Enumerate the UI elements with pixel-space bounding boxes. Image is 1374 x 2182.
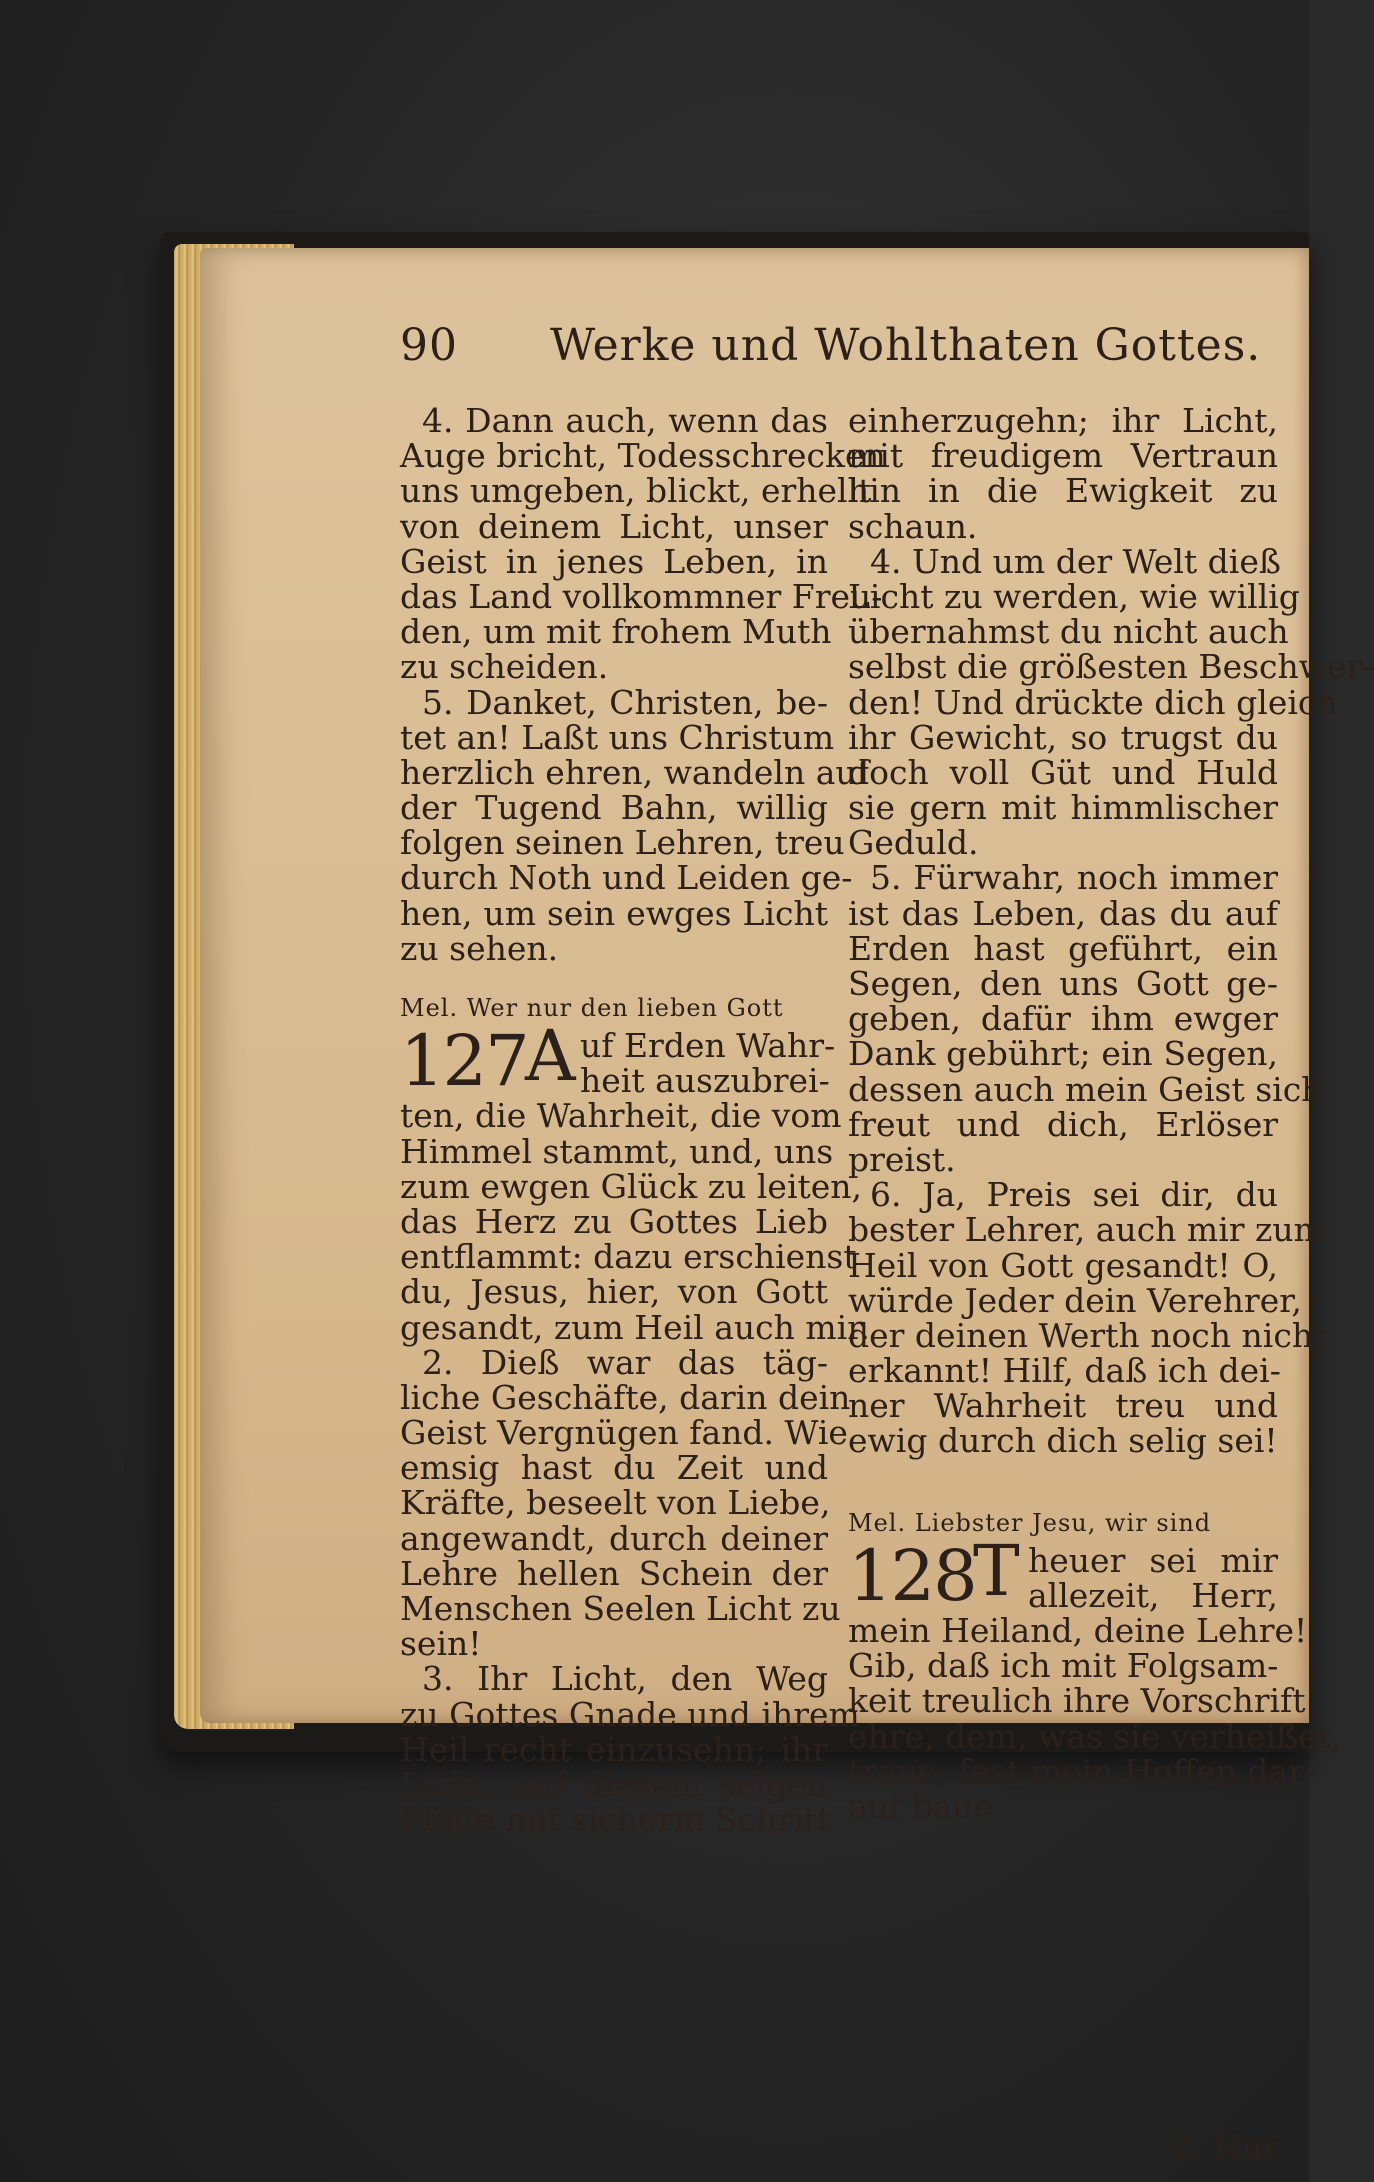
left-column <box>400 401 886 1840</box>
spacer <box>848 1481 1278 1503</box>
text-line: Segen, den uns Gott ge- <box>848 964 1278 1003</box>
spacer <box>400 966 828 988</box>
text-line: gesandt, zum Heil auch mir. <box>400 1307 870 1347</box>
text-line: erkannt! Hilf, daß ich dei- <box>848 1351 1281 1391</box>
text-line: Heil von Gott gesandt! O, <box>848 1245 1278 1285</box>
text-line: 3. Ihr Licht, den Weg <box>422 1659 828 1699</box>
text-line: heuer sei mir <box>1028 1540 1278 1580</box>
text-line: ten, die Wahrheit, die vom <box>400 1096 842 1136</box>
text-line: durch Noth und Leiden ge- <box>400 858 853 898</box>
text-line: herzlich ehren, wandeln auf <box>400 752 869 792</box>
melody-line: Mel. Liebster Jesu, wir sind <box>848 1508 1212 1537</box>
text-line: ehre, dem, was sie verheißet, <box>848 1716 1342 1756</box>
text-line: heit auszubrei- <box>580 1061 830 1101</box>
text-line: übernahmst du nicht auch <box>848 612 1289 652</box>
text-line: den, um mit frohem Muth <box>400 612 832 652</box>
text-line: emsig hast du Zeit und <box>400 1448 828 1488</box>
text-line: zum ewgen Glück zu leiten, <box>400 1166 863 1206</box>
text-line: Lehre hellen Schein der <box>400 1553 828 1593</box>
text-line: uf Erden Wahr- <box>580 1026 836 1065</box>
text-line: ner Wahrheit treu und <box>848 1386 1278 1426</box>
text-line: Kräfte, beseelt von Liebe, <box>400 1483 831 1523</box>
text-line: entflammt: dazu erschienst <box>400 1237 857 1277</box>
text-line: Auge bricht, Todesschrecken <box>400 436 886 476</box>
hymn-opening <box>848 1529 1278 1617</box>
text-line: mit freudigem Vertraun <box>848 436 1278 476</box>
text-line: Himmel stammt, und, uns <box>400 1131 834 1171</box>
text-line: traue, fest mein Hoffen dar- <box>848 1751 1316 1791</box>
text-line: Menschen Seelen Licht zu <box>400 1589 841 1629</box>
text-line: tet an! Laßt uns Christum <box>400 717 835 757</box>
text-line: Licht, auf diesem selgen <box>400 1764 828 1804</box>
text-line: preist. <box>848 1139 956 1179</box>
text-line: 4. Und um der Welt dieß <box>870 541 1281 581</box>
text-line: sie gern mit himmlischer <box>848 788 1278 828</box>
text-line: Gib, daß ich mit Folgsam- <box>848 1646 1279 1686</box>
text-line: folgen seinen Lehren, treu <box>400 823 845 863</box>
text-line: den! Und drückte dich gleich <box>848 682 1338 722</box>
book-page <box>200 248 1374 2167</box>
page-header <box>400 320 1280 380</box>
text-line: uns umgeben, blickt, erhellt <box>400 471 872 511</box>
hymn-number: 128 <box>848 1534 976 1617</box>
drop-cap: T <box>973 1529 1018 1612</box>
page-number: 90 <box>400 320 458 371</box>
text-line: der deinen Werth noch nicht <box>848 1315 1327 1355</box>
text-line: 5. Danket, Christen, be- <box>422 682 828 722</box>
text-line: sein! <box>400 1624 482 1664</box>
hymn-opening <box>400 1015 836 1102</box>
text-line: das Land vollkommner Freu- <box>400 576 883 616</box>
text-line: angewandt, durch deiner <box>400 1518 828 1558</box>
drop-cap: A <box>525 1015 574 1097</box>
text-line: doch voll Güt und Huld <box>848 752 1278 792</box>
text-line: einherzugehn; ihr Licht, <box>848 401 1278 440</box>
text-line: hen, um sein ewges Licht <box>400 893 828 933</box>
text-line: 2. Dieß war das täg- <box>422 1342 828 1382</box>
hymn-number: 127 <box>400 1020 528 1102</box>
catchword: 2. Nur <box>1171 2128 1279 2167</box>
text-line: von deinem Licht, unser <box>400 506 828 546</box>
text-line: allezeit, Herr, <box>1028 1575 1278 1615</box>
text-line: der Tugend Bahn, willig <box>400 788 828 828</box>
text-line: Geist Vergnügen fand. Wie <box>400 1413 848 1453</box>
text-line: Pfade mit sicherm Schritt <box>400 1800 831 1840</box>
text-line: mein Heiland, deine Lehre! <box>848 1611 1308 1651</box>
text-line: dessen auch mein Geist sich <box>848 1069 1323 1109</box>
text-line: zu scheiden. <box>400 647 609 687</box>
text-line: geben, dafür ihm ewger <box>848 999 1278 1039</box>
text-line: Dank gebührt; ein Segen, <box>848 1034 1278 1074</box>
text-line: hin in die Ewigkeit zu <box>848 471 1278 511</box>
text-line: keit treulich ihre Vorschrift <box>848 1681 1306 1721</box>
running-title: Werke und Wohlthaten Gottes. <box>550 320 1262 371</box>
text-line: 5. Fürwahr, noch immer <box>870 858 1278 898</box>
text-line: ihr Gewicht, so trugst du <box>848 717 1278 757</box>
text-line: schaun. <box>848 506 978 546</box>
text-line: Geduld. <box>848 823 979 863</box>
text-line: freut und dich, Erlöser <box>848 1104 1278 1144</box>
melody-line: Mel. Wer nur den lieben Gott <box>400 994 784 1022</box>
text-line: zu Gottes Gnade und ihrem <box>400 1694 860 1734</box>
text-line: auf baue. <box>848 1786 1004 1826</box>
text-line: bester Lehrer, auch mir zum <box>848 1210 1325 1250</box>
spacer <box>848 1459 1278 1481</box>
text-line: Geist in jenes Leben, in <box>400 541 828 581</box>
text-line: ist das Leben, das du auf <box>848 893 1278 933</box>
text-line: das Herz zu Gottes Lieb <box>400 1201 828 1241</box>
text-line: würde Jeder dein Verehrer, <box>848 1280 1302 1320</box>
text-line: selbst die größesten Beschwer- <box>848 647 1374 687</box>
text-line: du, Jesus, hier, von Gott <box>400 1272 828 1312</box>
right-column <box>848 401 1374 1826</box>
text-line: Licht zu werden, wie willig <box>848 576 1300 616</box>
text-line: zu sehen. <box>400 928 559 968</box>
text-line: ewig durch dich selig sei! <box>848 1421 1278 1461</box>
text-line: Erden hast geführt, ein <box>848 928 1278 968</box>
text-line: 6. Ja, Preis sei dir, du <box>870 1175 1278 1215</box>
text-line: liche Geschäfte, darin dein <box>400 1377 851 1417</box>
text-line: Heil recht einzusehn; ihr <box>400 1729 828 1769</box>
text-line: 4. Dann auch, wenn das <box>422 401 828 440</box>
